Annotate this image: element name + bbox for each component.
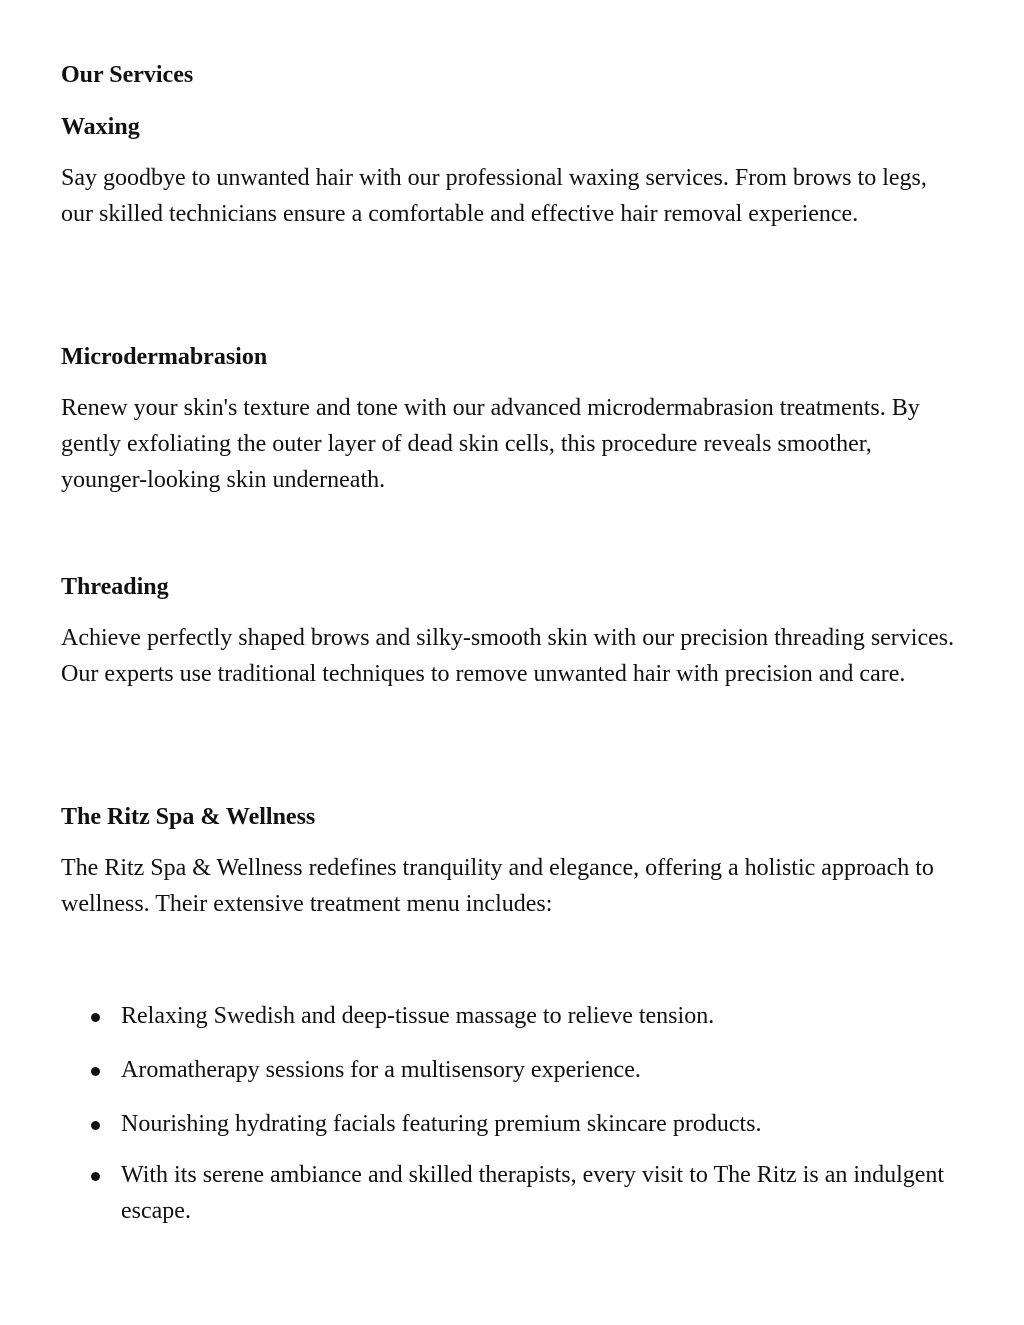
bullet-icon: [91, 1013, 100, 1022]
list-item: [61, 1052, 961, 1088]
section-heading-ritz-spa: The Ritz Spa & Wellness: [61, 804, 316, 830]
list-item-text: Aromatherapy sessions for a multisensory experience.: [121, 1057, 641, 1083]
section-body-waxing: Say goodbye to unwanted hair with our professional waxing services. From brows to legs, our skilled technicians ensure a comfortable and effective hair removal experience.: [61, 165, 927, 227]
bullet-icon: [91, 1121, 100, 1130]
list-item: [61, 1157, 961, 1229]
section-heading-threading: Threading: [61, 574, 169, 600]
list-item: [61, 998, 961, 1034]
list-item-text: Relaxing Swedish and deep-tissue massage to relieve tension.: [121, 1003, 715, 1029]
section-body-threading: Achieve perfectly shaped brows and silky-smooth skin with our precision threading services. Our experts use traditional techniques to remove unwanted hair with precision and care.: [61, 625, 955, 687]
section-heading-microdermabrasion: Microdermabrasion: [61, 344, 268, 370]
list-item: [61, 1106, 961, 1142]
list-item-text: With its serene ambiance and skilled therapists, every visit to The Ritz is an indulgent escape.: [121, 1162, 945, 1224]
bullet-icon: [91, 1172, 100, 1181]
section-body-ritz-spa: The Ritz Spa & Wellness redefines tranquility and elegance, offering a holistic approach to wellness. Their extensive treatment menu includes:: [61, 855, 934, 917]
section-heading-waxing: Waxing: [61, 114, 140, 140]
bullet-icon: [91, 1067, 100, 1076]
list-item-text: Nourishing hydrating facials featuring premium skincare products.: [121, 1111, 762, 1137]
section-body-microdermabrasion: Renew your skin's texture and tone with our advanced microdermabrasion treatments. By gently exfoliating the outer layer of dead skin cells, this procedure reveals smoother, younger-looking skin underneath.: [61, 395, 920, 493]
page-title: Our Services: [61, 62, 194, 88]
